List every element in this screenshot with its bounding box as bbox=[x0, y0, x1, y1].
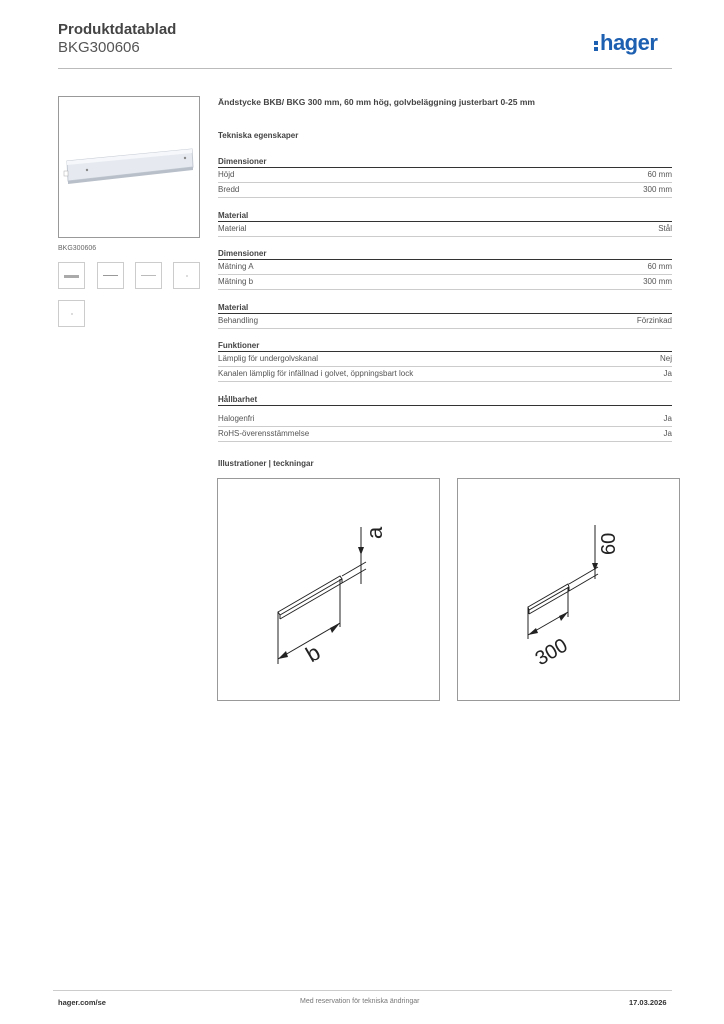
spec-row bbox=[218, 427, 672, 442]
section-heading: Dimensioner bbox=[218, 248, 672, 260]
spec-label: Halogenfri bbox=[218, 414, 255, 423]
section-heading: Hållbarhet bbox=[218, 394, 672, 406]
product-image bbox=[58, 96, 200, 238]
section-functions bbox=[218, 340, 672, 382]
spec-label: Bredd bbox=[218, 185, 240, 194]
spec-value: 300 mm bbox=[643, 277, 672, 286]
spec-label: Mätning A bbox=[218, 262, 254, 271]
footer-divider bbox=[53, 990, 672, 991]
spec-label: Behandling bbox=[218, 316, 259, 325]
dimension-drawing-1 bbox=[217, 478, 440, 701]
section-heading: Funktioner bbox=[218, 340, 672, 352]
spec-label: Material bbox=[218, 224, 247, 233]
thumbnail-5[interactable] bbox=[58, 300, 85, 327]
spec-row bbox=[218, 367, 672, 382]
spec-value: 60 mm bbox=[647, 262, 672, 271]
section-dimensions-2 bbox=[218, 248, 672, 290]
image-caption: BKG300606 bbox=[58, 245, 97, 252]
thumbnail-3[interactable] bbox=[135, 262, 162, 289]
section-material bbox=[218, 210, 672, 237]
spec-value: 60 mm bbox=[647, 170, 672, 179]
spec-label: Lämplig för undergolvskanal bbox=[218, 354, 319, 363]
dimension-label-width: 300 bbox=[531, 634, 572, 671]
footer-note: Med reservation för tekniska ändringar bbox=[300, 998, 420, 1005]
end-piece-render bbox=[59, 97, 199, 237]
footer-website[interactable]: hager.com/se bbox=[58, 998, 106, 1007]
spec-label: Kanalen lämplig för infällnad i golvet, öppningsbart lock bbox=[218, 369, 414, 378]
document-title: Produktdatablad bbox=[58, 21, 177, 38]
spec-row bbox=[218, 183, 672, 198]
thumbnail-2[interactable] bbox=[97, 262, 124, 289]
logo-dots-icon bbox=[594, 39, 598, 53]
spec-row bbox=[218, 260, 672, 275]
spec-row bbox=[218, 352, 672, 367]
dimension-label-height: 60 bbox=[598, 532, 620, 555]
spec-value: Ja bbox=[663, 414, 672, 423]
logo-text: hager bbox=[600, 30, 658, 55]
spec-row bbox=[218, 275, 672, 290]
spec-value: Nej bbox=[659, 354, 672, 363]
spec-label: Mätning b bbox=[218, 277, 254, 286]
spec-label: RoHS-överensstämmelse bbox=[218, 429, 310, 438]
illustrations-title: Illustrationer | teckningar bbox=[218, 459, 314, 468]
spec-value: Stål bbox=[658, 224, 672, 233]
dimension-drawing-ab bbox=[218, 479, 439, 700]
section-heading: Dimensioner bbox=[218, 156, 672, 168]
thumbnail-4[interactable] bbox=[173, 262, 200, 289]
spec-value: Ja bbox=[663, 429, 672, 438]
spec-value: Ja bbox=[663, 369, 672, 378]
dimension-label-b: b bbox=[301, 639, 325, 668]
thumbnail-1[interactable] bbox=[58, 262, 85, 289]
section-heading: Material bbox=[218, 302, 672, 314]
product-code: BKG300606 bbox=[58, 39, 140, 56]
product-description: Ändstycke BKB/ BKG 300 mm, 60 mm hög, golvbeläggning justerbart 0-25 mm bbox=[218, 97, 535, 107]
hager-logo bbox=[594, 30, 674, 56]
spec-row bbox=[218, 314, 672, 329]
spec-value: Förzinkad bbox=[636, 316, 672, 325]
technical-properties-title: Tekniska egenskaper bbox=[218, 131, 299, 140]
dimension-drawing-2 bbox=[457, 478, 680, 701]
spec-label: Höjd bbox=[218, 170, 235, 179]
dimension-drawing-values bbox=[458, 479, 679, 700]
section-dimensions bbox=[218, 156, 672, 198]
spec-row bbox=[218, 412, 672, 427]
spec-row bbox=[218, 222, 672, 237]
section-material-2 bbox=[218, 302, 672, 329]
section-sustainability bbox=[218, 394, 672, 442]
dimension-label-a: a bbox=[362, 526, 387, 539]
footer-date: 17.03.2026 bbox=[629, 998, 667, 1007]
spec-row bbox=[218, 168, 672, 183]
spec-value: 300 mm bbox=[643, 185, 672, 194]
section-heading: Material bbox=[218, 210, 672, 222]
header-divider bbox=[58, 68, 672, 69]
